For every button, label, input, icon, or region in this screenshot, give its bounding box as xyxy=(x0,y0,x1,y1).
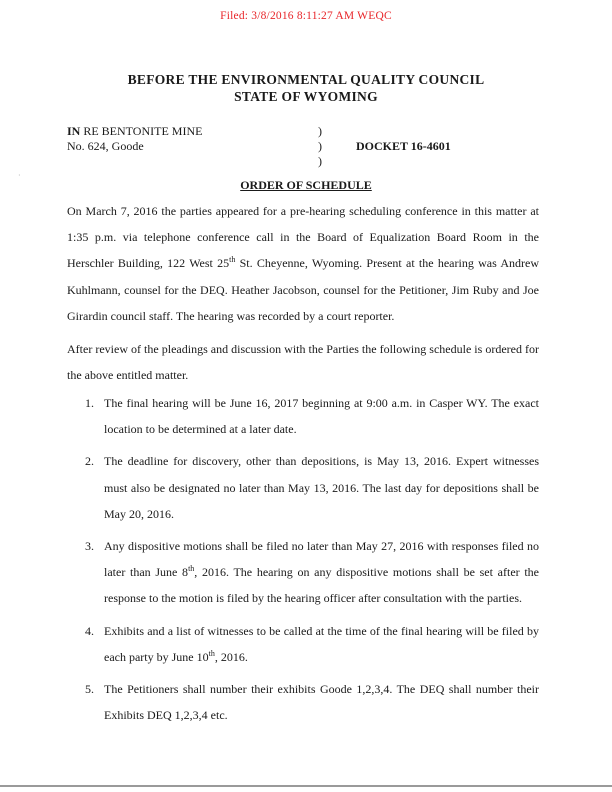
list-item xyxy=(67,533,539,612)
case-in: IN xyxy=(67,124,81,138)
intro-text-b: St. Cheyenne, Wyoming. Present at the hearing was Andrew Kuhlmann, counsel for the DEQ. Heather Jacobson, counsel for the Petitioner, Jim Ruby and Joe Girardin council staff. The hearing was recorded by a court reporter. xyxy=(67,256,539,323)
item-number: 5. xyxy=(85,682,94,697)
item-number: 2. xyxy=(85,454,94,469)
item-number: 4. xyxy=(85,623,94,638)
page-bottom-rule xyxy=(0,785,612,787)
case-matter xyxy=(67,124,202,139)
caption-paren: ) xyxy=(318,139,322,153)
case-name: RE BENTONITE MINE xyxy=(80,124,203,138)
council-title: BEFORE THE ENVIRONMENTAL QUALITY COUNCIL xyxy=(127,72,485,87)
item-number: 1. xyxy=(85,396,94,410)
item-text: The Petitioners shall number their exhibits Goode 1,2,3,4. The DEQ shall number their Exhibits DEQ 1,2,3,4 etc. xyxy=(104,682,539,723)
case-number: No. 624, Goode xyxy=(67,139,144,153)
caption-paren: ) xyxy=(318,154,322,168)
caption-paren: ) xyxy=(318,124,322,138)
docket-number: DOCKET 16-4601 xyxy=(356,139,451,153)
item-sup: th xyxy=(188,564,195,574)
review-paragraph: After review of the pleadings and discussion with the Parties the following schedule is ordered for the above entitled matter. xyxy=(67,342,539,383)
list-item xyxy=(67,448,539,527)
intro-sup: th xyxy=(229,255,236,265)
intro-paragraph xyxy=(67,198,539,329)
list-item xyxy=(67,390,539,442)
order-heading: ORDER OF SCHEDULE xyxy=(240,178,372,192)
item-text-a: Exhibits and a list of witnesses to be called at the time of the final hearing will be filed by each party by June 10 xyxy=(104,623,539,664)
item-text-b: , 2016. The hearing on any dispositive motions shall be set after the response to the motion is filed by the hearing officer after consultation with the parties. xyxy=(104,565,539,606)
list-item xyxy=(67,676,539,728)
list-item xyxy=(67,618,539,670)
case-caption xyxy=(67,124,202,154)
item-text: The final hearing will be June 16, 2017 beginning at 9:00 a.m. in Casper WY. The exact location to be determined at a later date. xyxy=(104,396,539,437)
margin-mark: · xyxy=(18,171,21,180)
state-title: STATE OF WYOMING xyxy=(234,89,378,104)
item-sup: th xyxy=(208,648,215,658)
schedule-list xyxy=(67,390,539,734)
item-text: The deadline for discovery, other than depositions, is May 13, 2016. Expert witnesses must also be designated no later than May 13, 2016. The last day for depositions shall be May 20, 2016. xyxy=(104,454,539,521)
item-text-a: Any dispositive motions shall be filed no later than May 27, 2016 with responses filed no later than June 8 xyxy=(104,539,539,580)
caption-parens xyxy=(318,124,322,169)
filed-stamp: Filed: 3/8/2016 8:11:27 AM WEQC xyxy=(220,10,392,22)
intro-text-a: On March 7, 2016 the parties appeared for a pre-hearing scheduling conference in this matter at 1:35 p.m. via telephone conference call in the Board of Equalization Board Room in the Herschler Building, 122 West 25 xyxy=(67,204,539,271)
item-number: 3. xyxy=(85,539,94,554)
item-text-b: , 2016. xyxy=(214,649,248,664)
